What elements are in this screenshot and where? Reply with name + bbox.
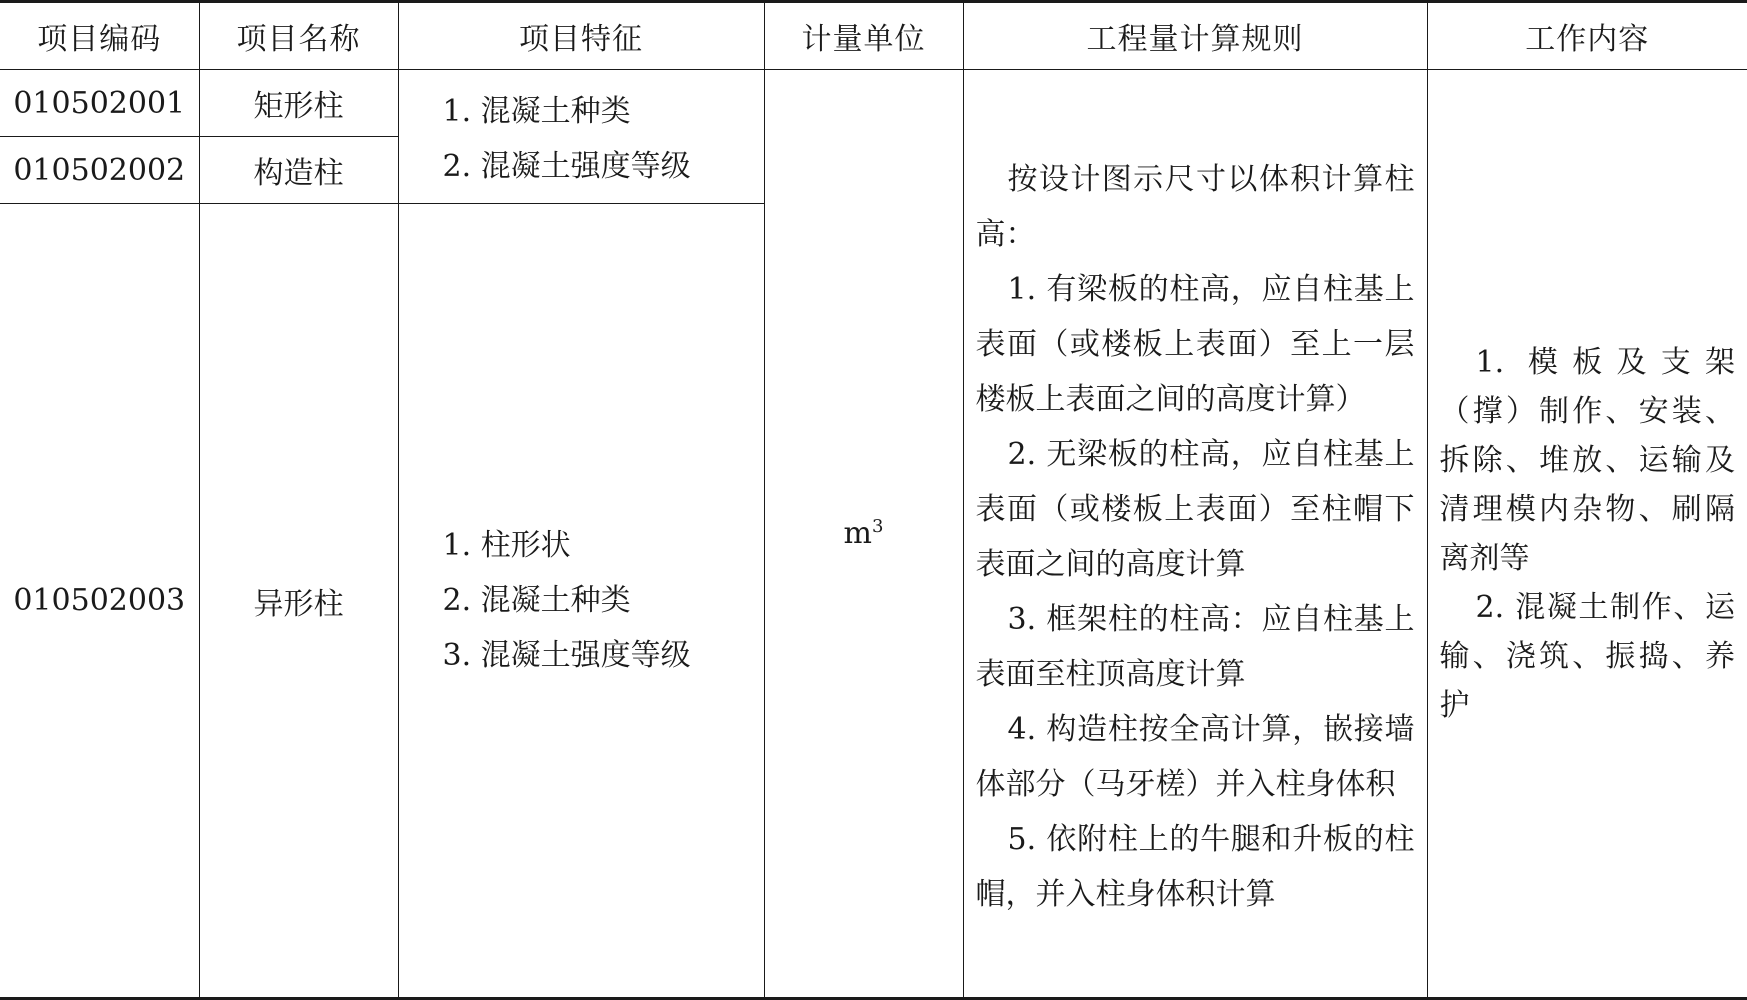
unit-cell <box>764 70 963 999</box>
item-name-cell: 异形柱 <box>199 204 398 999</box>
features-cell-rect-constructional <box>398 70 764 204</box>
feature-line: 2. 混凝土种类 <box>442 583 631 618</box>
calc-rule-item: 2. 无梁板的柱高，应自柱基上表面（或楼板上表面）至柱帽下表面之间的高度计算 <box>975 436 1415 582</box>
feature-line: 3. 混凝土强度等级 <box>442 638 691 673</box>
calc-rule-item: 1. 有梁板的柱高，应自柱基上表面（或楼板上表面）至上一层楼板上表面之间的高度计算） <box>975 271 1415 417</box>
item-code-cell: 010502001 <box>0 70 199 137</box>
item-name-cell: 构造柱 <box>199 137 398 204</box>
header-calc-rule: 工程量计算规则 <box>963 2 1427 70</box>
calc-rule-cell <box>963 70 1427 999</box>
unit-cubic-meter: $m^3$ <box>843 516 884 551</box>
calc-rule-item: 5. 依附柱上的牛腿和升板的柱帽，并入柱身体积计算 <box>975 821 1415 912</box>
calc-rule-item: 3. 框架柱的柱高：应自柱基上表面至柱顶高度计算 <box>975 601 1415 692</box>
header-item-features: 项目特征 <box>398 2 764 70</box>
work-content-item: 1. 模板及支架（撑）制作、安装、拆除、堆放、运输及清理模内杂物、刷隔离剂等 <box>1439 344 1735 576</box>
calc-rule-lead: 按设计图示尺寸以体积计算柱高： <box>975 161 1415 252</box>
item-code-cell: 010502002 <box>0 137 199 204</box>
calc-rule-item: 4. 构造柱按全高计算，嵌接墙体部分（马牙槎）并入柱身体积 <box>975 711 1415 802</box>
work-content-item: 2. 混凝土制作、运输、浇筑、振捣、养护 <box>1439 589 1735 723</box>
item-code-cell: 010502003 <box>0 204 199 999</box>
header-item-name: 项目名称 <box>199 2 398 70</box>
item-name-cell: 矩形柱 <box>199 70 398 137</box>
header-work-content: 工作内容 <box>1427 2 1747 70</box>
feature-line: 1. 柱形状 <box>442 528 571 563</box>
header-unit: 计量单位 <box>764 2 963 70</box>
feature-line: 2. 混凝土强度等级 <box>442 148 691 184</box>
header-row <box>0 2 1747 70</box>
work-content-cell <box>1427 70 1747 999</box>
header-item-code: 项目编码 <box>0 2 199 70</box>
features-cell-special-shape <box>398 204 764 999</box>
feature-line: 1. 混凝土种类 <box>442 93 631 129</box>
table-row <box>0 70 1747 137</box>
